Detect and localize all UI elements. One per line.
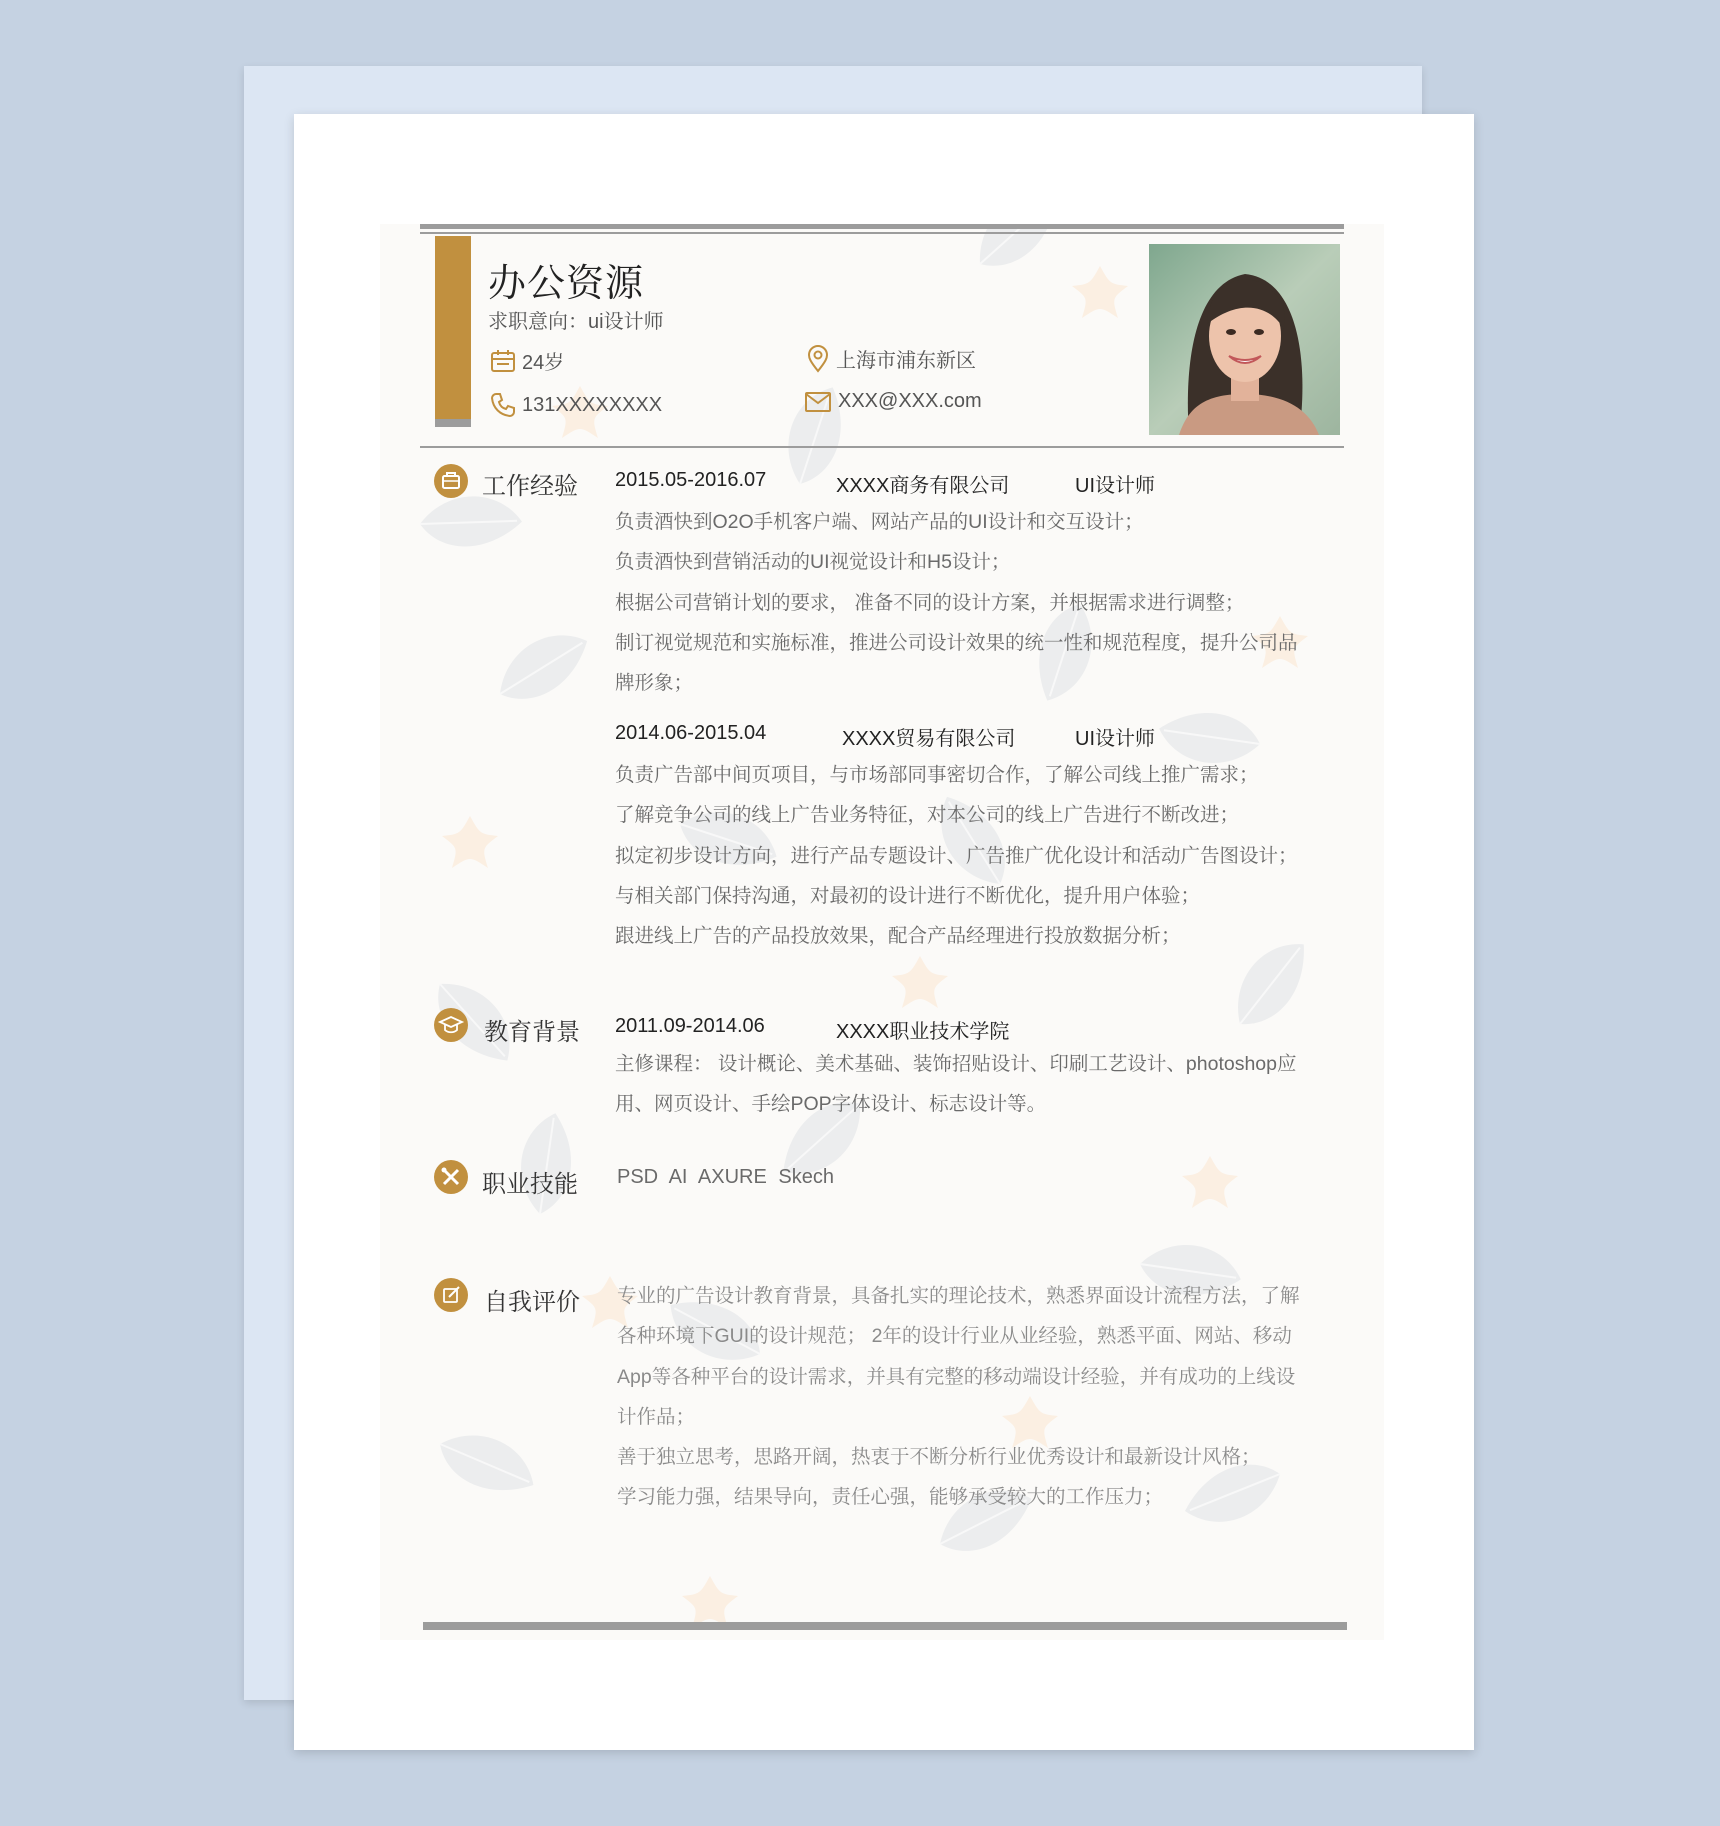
- top-rule: [420, 224, 1344, 229]
- section-title-work: 工作经验: [482, 473, 578, 500]
- duty-line: 根据公司营销计划的要求， 准备不同的设计方案，并根据需求进行调整；: [615, 591, 1245, 614]
- location-pin-icon: [806, 345, 830, 373]
- job-1-role: UI设计师: [1075, 475, 1155, 497]
- phone-value: 131XXXXXXXX: [522, 393, 663, 416]
- accent-bar-foot: [435, 419, 471, 427]
- evaluation-line: 计作品；: [617, 1405, 696, 1428]
- duty-line: 制订视觉规范和实施标准，推进公司设计效果的统一性和规范程度，提升公司品: [615, 631, 1298, 654]
- job-2-period: 2014.06-2015.04: [615, 722, 767, 744]
- course-line: 用、网页设计、手绘POP字体设计、标志设计等。: [615, 1093, 1047, 1116]
- duty-line: 跟进线上广告的产品投放效果，配合产品经理进行投放数据分析；: [615, 925, 1181, 948]
- job-intent: [488, 305, 664, 334]
- evaluation-line: App等各种平台的设计需求，并具有完整的移动端设计经验，并有成功的上线设: [617, 1365, 1296, 1388]
- section-title-skills: 职业技能: [482, 1171, 578, 1198]
- accent-bar: [435, 236, 471, 419]
- profile-photo: [1149, 244, 1340, 435]
- age-info: [490, 346, 564, 375]
- education-period: 2011.09-2014.06: [615, 1015, 765, 1037]
- age-value: 24岁: [522, 352, 565, 374]
- email-info: [804, 390, 982, 413]
- job-1-duties: [615, 502, 1298, 703]
- phone-icon: [490, 392, 516, 418]
- job-intent-value: ui设计师: [588, 311, 664, 333]
- self-evaluation-text: [617, 1276, 1300, 1518]
- location-value: 上海市浦东新区: [836, 350, 976, 372]
- job-2-duties: [615, 755, 1298, 956]
- job-intent-label: 求职意向：: [488, 311, 588, 333]
- education-courses: [615, 1044, 1297, 1125]
- tools-icon: [434, 1160, 468, 1194]
- skills-list: PSD AI AXURE Skech: [617, 1166, 834, 1188]
- job-2-company: XXXX贸易有限公司: [842, 728, 1016, 750]
- section-title-self-evaluation: 自我评价: [484, 1289, 580, 1316]
- phone-info: [490, 392, 662, 418]
- edit-icon: [434, 1278, 468, 1312]
- evaluation-line: 各种环境下GUI的设计规范； 2年的设计行业从业经验，熟悉平面、网站、移动: [617, 1325, 1292, 1348]
- job-2-role: UI设计师: [1075, 728, 1155, 750]
- duty-line: 负责酒快到营销活动的UI视觉设计和H5设计；: [615, 551, 1011, 574]
- top-rule-thin: [420, 232, 1344, 234]
- course-line: 主修课程： 设计概论、美术基础、装饰招贴设计、印刷工艺设计、photoshop应: [615, 1053, 1297, 1075]
- evaluation-line: 善于独立思考，思路开阔，热衷于不断分析行业优秀设计和最新设计风格；: [617, 1446, 1261, 1469]
- mail-icon: [804, 391, 832, 413]
- email-value: XXX@XXX.com: [838, 390, 982, 412]
- candidate-name: 办公资源: [488, 263, 645, 305]
- briefcase-icon: [434, 464, 468, 498]
- bottom-rule: [423, 1622, 1347, 1630]
- header-bottom-rule: [420, 446, 1344, 448]
- calendar-icon: [490, 349, 516, 373]
- education-school: XXXX职业技术学院: [836, 1021, 1010, 1043]
- resume-page: [380, 224, 1384, 1640]
- evaluation-line: 学习能力强，结果导向，责任心强，能够承受较大的工作压力；: [617, 1486, 1164, 1509]
- job-1-company: XXXX商务有限公司: [836, 475, 1010, 497]
- section-title-education: 教育背景: [484, 1019, 580, 1046]
- duty-line: 牌形象；: [615, 672, 694, 695]
- duty-line: 与相关部门保持沟通，对最初的设计进行不断优化，提升用户体验；: [615, 884, 1201, 907]
- evaluation-line: 专业的广告设计教育背景，具备扎实的理论技术，熟悉界面设计流程方法，了解: [617, 1285, 1300, 1307]
- graduation-cap-icon: [434, 1008, 468, 1042]
- job-1-period: 2015.05-2016.07: [615, 469, 767, 491]
- duty-line: 负责广告部中间页项目，与市场部同事密切合作，了解公司线上推广需求；: [615, 764, 1259, 786]
- duty-line: 了解竞争公司的线上广告业务特征，对本公司的线上广告进行不断改进；: [615, 804, 1240, 827]
- duty-line: 负责酒快到O2O手机客户端、网站产品的UI设计和交互设计；: [615, 511, 1144, 533]
- duty-line: 拟定初步设计方向，进行产品专题设计、广告推广优化设计和活动广告图设计；: [615, 844, 1298, 867]
- location-info: [806, 344, 976, 373]
